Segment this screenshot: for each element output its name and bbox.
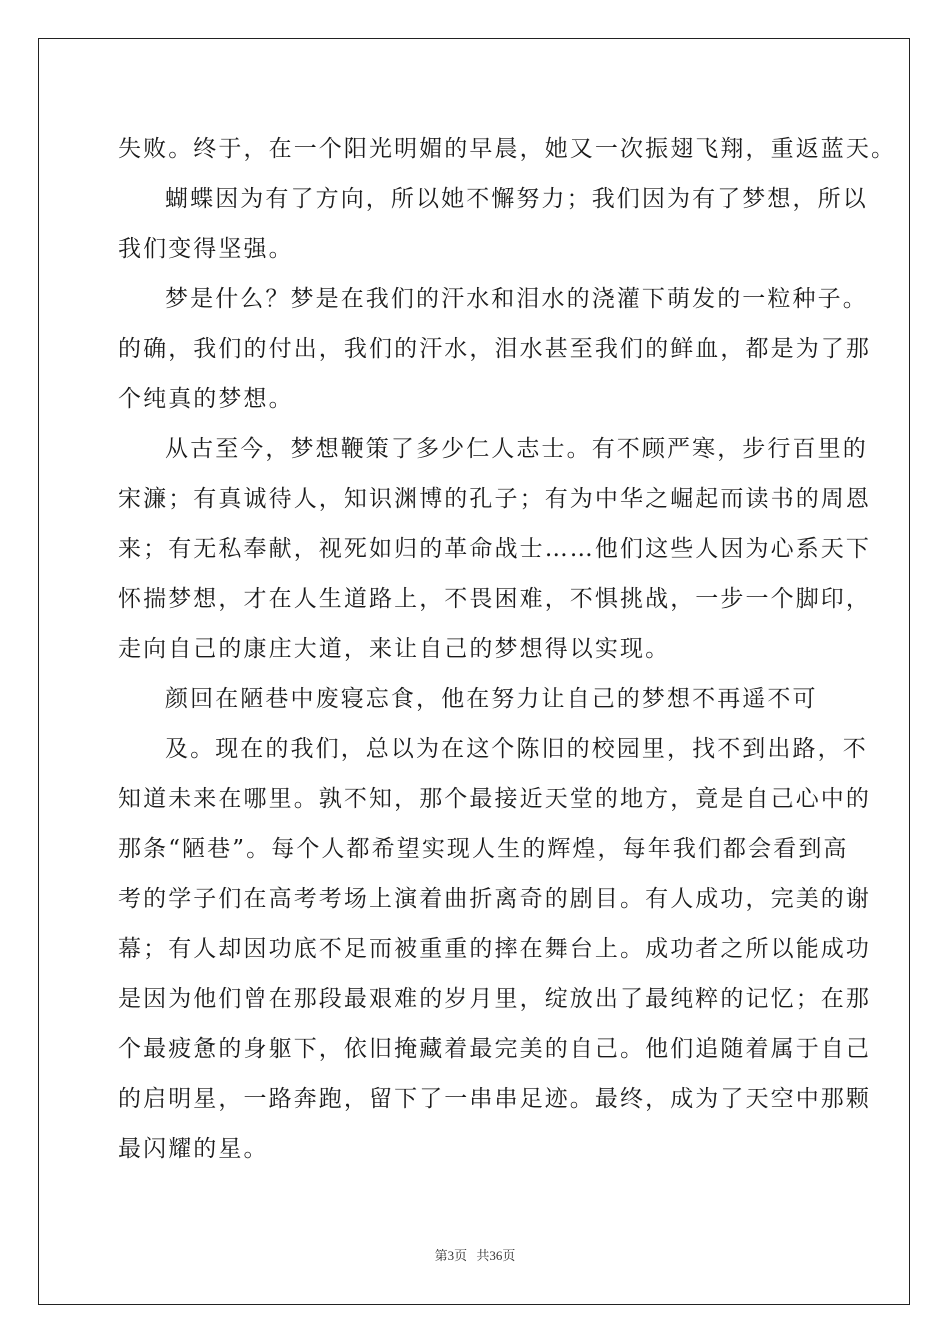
text-line: 梦是什么？梦是在我们的汗水和泪水的浇灌下萌发的一粒种子。 — [165, 286, 868, 312]
text-line: 来；有无私奉献，视死如归的革命战士……他们这些人因为心系天下 — [118, 536, 871, 562]
text-line: 个最疲惫的身躯下，依旧掩藏着最完美的自己。他们追随着属于自己 — [118, 1036, 871, 1062]
page-footer — [0, 1245, 950, 1264]
text-line: 最闪耀的星。 — [118, 1136, 269, 1162]
text-line: 走向自己的康庄大道，来让自己的梦想得以实现。 — [118, 636, 671, 662]
text-line: 及。现在的我们，总以为在这个陈旧的校园里，找不到出路，不 — [165, 736, 868, 762]
current-page-number: 第3页 — [434, 1248, 468, 1263]
text-line: 的启明星，一路奔跑，留下了一串串足迹。最终，成为了天空中那颗 — [118, 1086, 871, 1112]
text-line: 失败。终于，在一个阳光明媚的早晨，她又一次振翅飞翔，重返蓝天。 — [118, 136, 897, 162]
total-page-count: 共36页 — [476, 1248, 516, 1263]
text-line: 怀揣梦想，才在人生道路上，不畏困难，不惧挑战，一步一个脚印， — [118, 586, 871, 612]
text-line: 那条“陋巷”。每个人都希望实现人生的辉煌，每年我们都会看到高 — [118, 836, 849, 862]
text-line: 宋濂；有真诚待人，知识渊博的孔子；有为中华之崛起而读书的周恩 — [118, 486, 871, 512]
page-border — [38, 38, 910, 1305]
text-line: 从古至今，梦想鞭策了多少仁人志士。有不顾严寒，步行百里的 — [165, 436, 868, 462]
text-line: 是因为他们曾在那段最艰难的岁月里，绽放出了最纯粹的记忆；在那 — [118, 986, 871, 1012]
text-line: 个纯真的梦想。 — [118, 386, 294, 412]
text-line: 知道未来在哪里。孰不知，那个最接近天堂的地方，竟是自己心中的 — [118, 786, 871, 812]
text-line: 的确，我们的付出，我们的汗水，泪水甚至我们的鲜血，都是为了那 — [118, 336, 871, 362]
text-line: 我们变得坚强。 — [118, 236, 294, 262]
text-line: 蝴蝶因为有了方向，所以她不懈努力；我们因为有了梦想，所以 — [165, 186, 868, 212]
text-line: 颜回在陋巷中废寝忘食，他在努力让自己的梦想不再遥不可 — [165, 686, 818, 712]
text-line: 考的学子们在高考考场上演着曲折离奇的剧目。有人成功，完美的谢 — [118, 886, 871, 912]
text-line: 幕；有人却因功底不足而被重重的摔在舞台上。成功者之所以能成功 — [118, 936, 871, 962]
